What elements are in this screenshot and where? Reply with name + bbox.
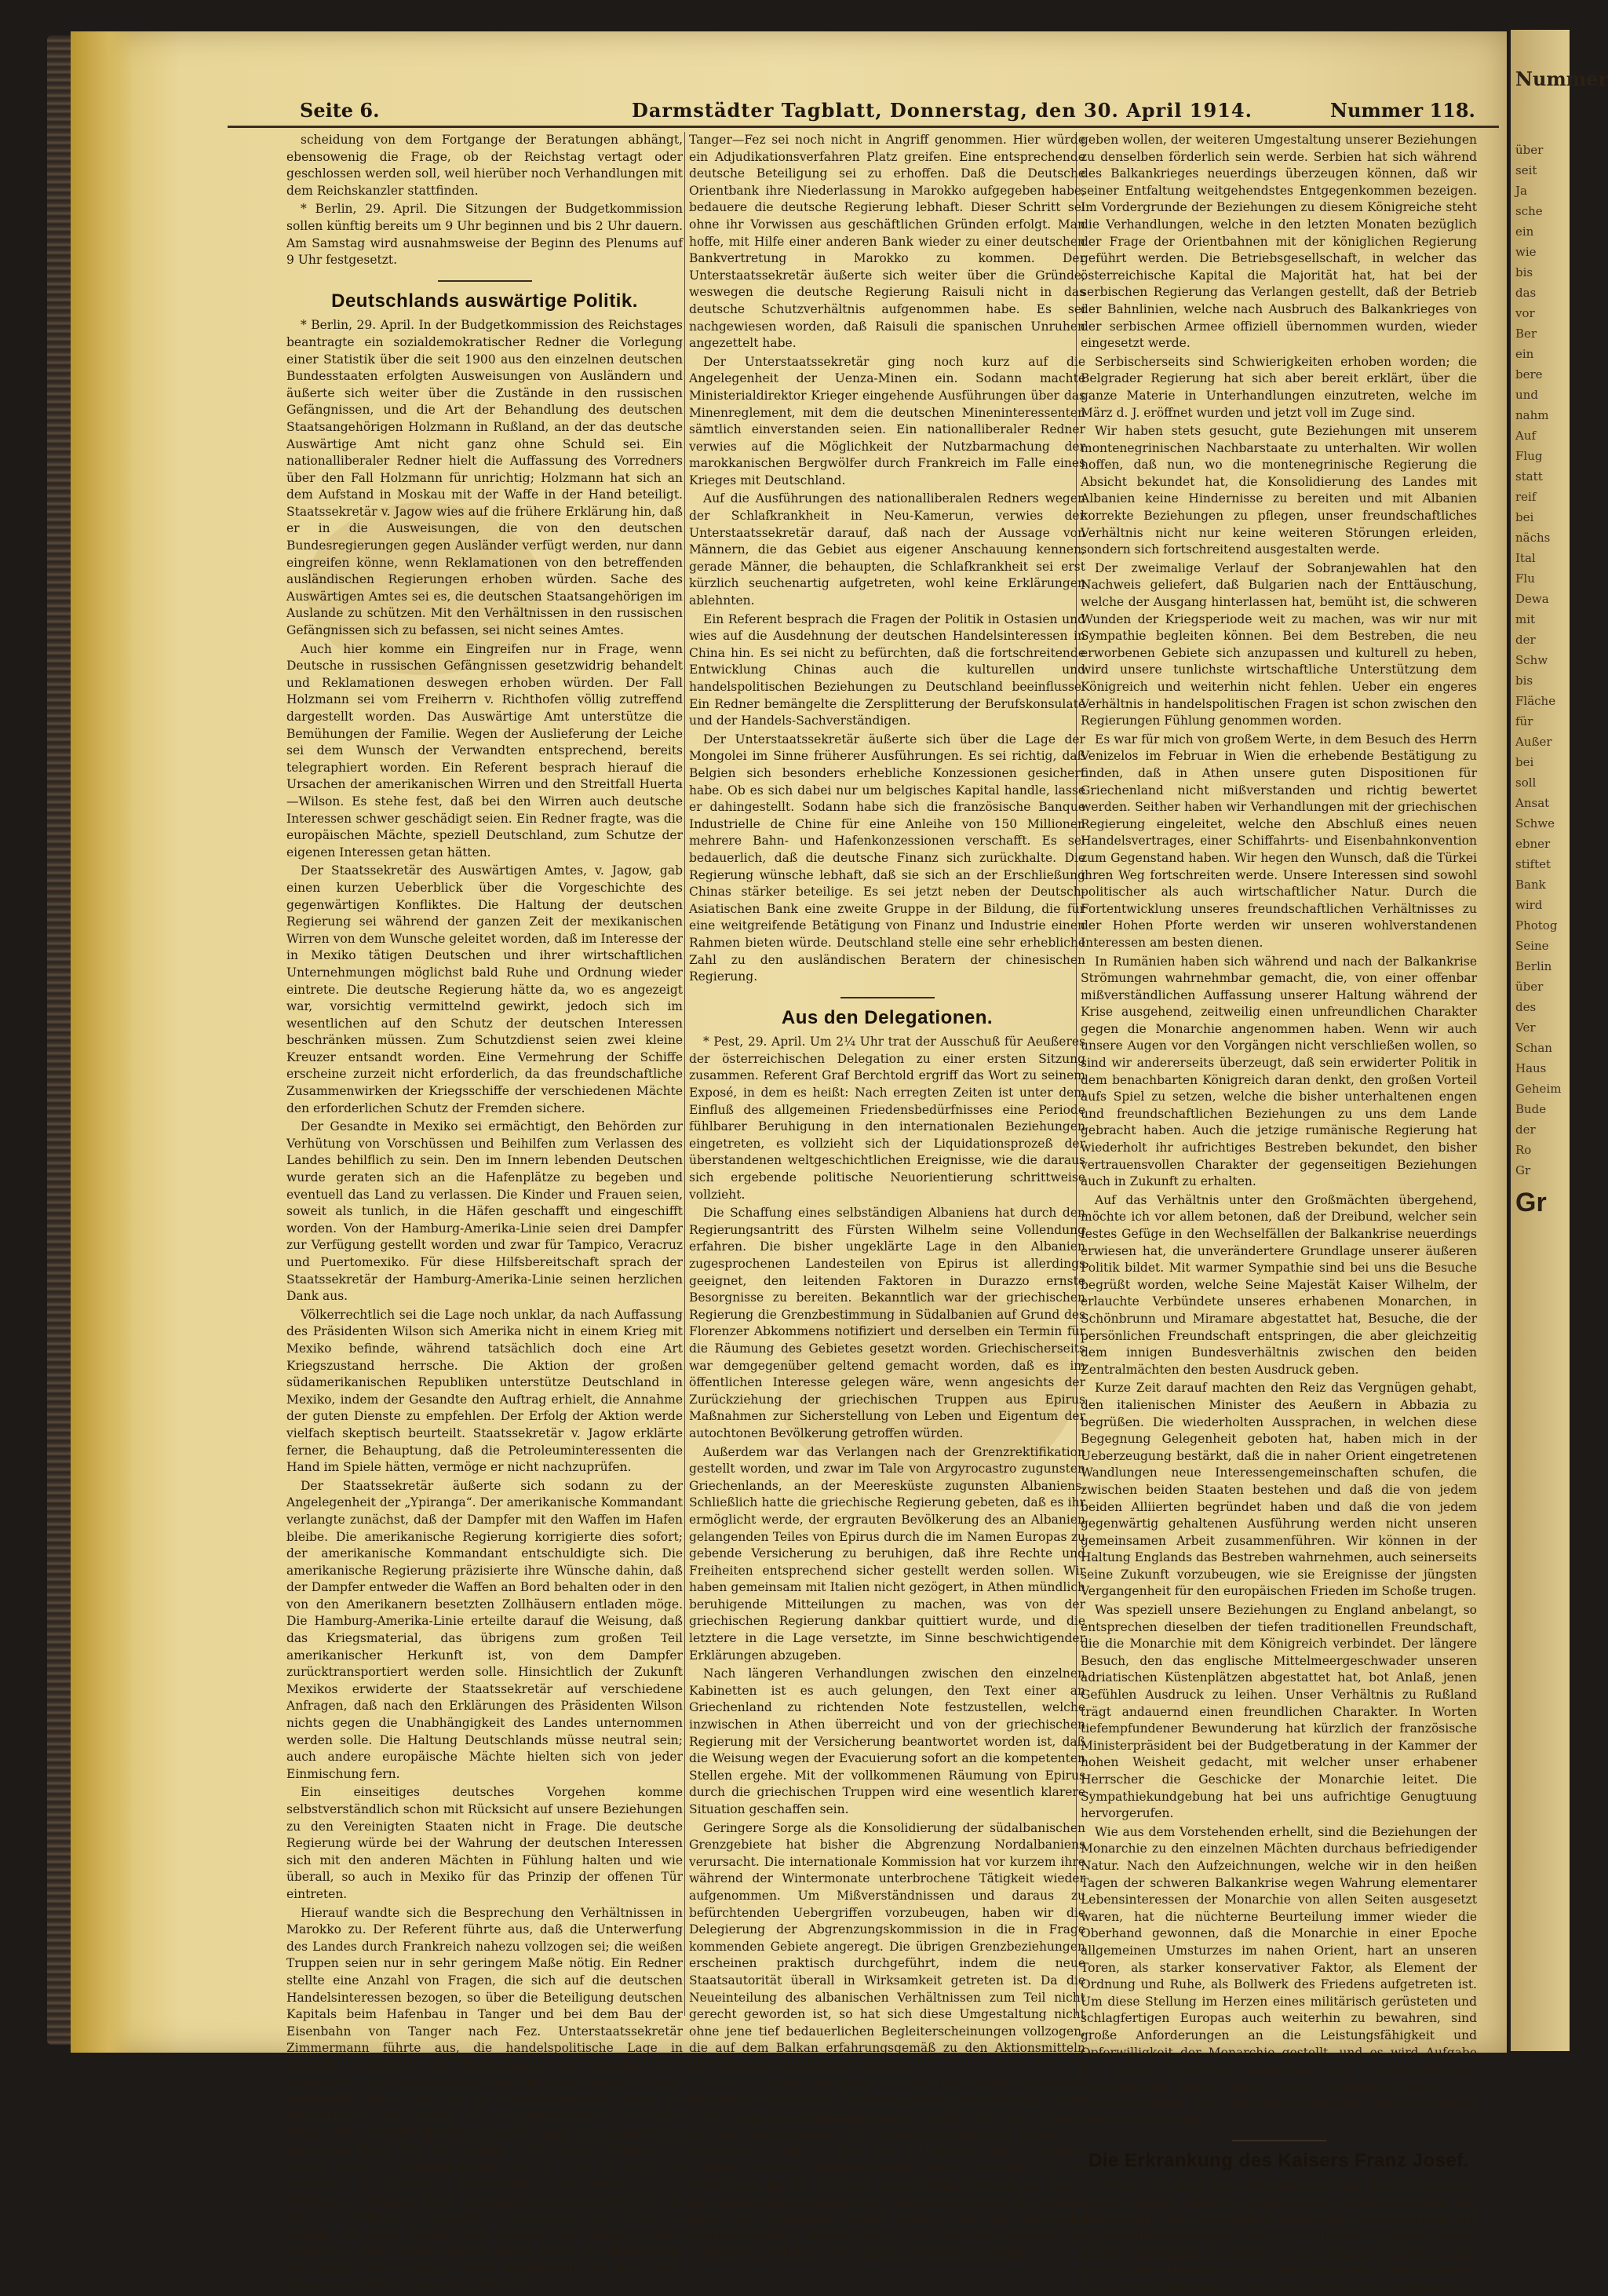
adjacent-text-fragment: Photog bbox=[1515, 918, 1558, 933]
article-paragraph: Tanger—Fez sei noch nicht in Angriff genommen. Hier würde ein Adjudikationsverfahren Platz greifen. Eine entsprechende deutsche Beteiligung sei zu erhoffen. Daß die Deutsche Orientbank ihre Niederlassung in Marokko aufgegeben habe, bedauere die deutsche Regierung lebhaft. Dieser Schritt sei ohne ihr Vorwissen aus geschäftlichen Gründen erfolgt. Man hoffe, mit Hilfe einer anderen Bank wieder zu einer deutschen Bankvertretung in Marokko zu kommen. Der Unterstaatssekretär äußerte sich weiter über die Gründe, weswegen die deutsche Regierung Raisuli nicht in das deutsche Schutzverhältnis aufgenommen habe. Es sei nachgewiesen worden, daß Raisuli die spanischen Unruhen angezettelt habe. bbox=[689, 133, 1085, 351]
adjacent-text-fragment: Geheim bbox=[1515, 1082, 1562, 1096]
section-rule bbox=[438, 280, 532, 282]
article-paragraph: Es war für mich von großem Werte, in dem Besuch des Herrn Venizelos im Februar in Wien die erhebende Bestätigung zu finden, daß in Athen unsere guten Dispositionen für Griechenland nicht mißverstanden und richtig bewertet werden. Seither haben wir Verhandlungen mit der griechischen Regierung eingeleitet, welche den Abschluß eines neuen Handelsvertrages, einer Schiffahrts- und Eisenbahnkonvention zum Gegenstand haben. Wir hegen den Wunsch, daß die Türkei ihren Weg fortschreiten werde. Unsere Interessen sind sowohl politischer als auch wirtschaftlicher Natur. Durch die Fortentwicklung unseres freundschaftlichen Verhältnisses zu der Hohen Pforte werden wir unseren wohlverstandenen Interessen am besten dienen. bbox=[1081, 732, 1477, 950]
adjacent-text-fragment: statt bbox=[1515, 469, 1543, 484]
article-paragraph: Wir haben stets gesucht, gute Beziehungen mit unserem montenegrinischen Nachbarstaate zu unterhalten. Wir wollen hoffen, daß nun, wo die montenegrinische Regierung die Absicht bekundet hat, die Konsolidierung des Landes mit Albanien keine Hindernisse zu bereiten und mit Albanien korrekte Beziehungen zu pflegen, unser freundschaftliches Verhältnis nicht nur keine weiteren Störungen erleiden, sondern sich fortschreitend ausgestalten werde. bbox=[1081, 424, 1477, 557]
adjacent-text-fragment: Ber bbox=[1515, 327, 1537, 341]
article-paragraph: Der Unterstaatssekretär ging noch kurz auf die Angelegenheit der Uenza-Minen ein. Sodann machte Ministerialdirektor Krieger eingehende Ausführungen über das Minenreglement, mit dem die deutschen Mineninteressenten sämtlich einverstanden seien. Ein nationalliberaler Redner verwies auf die Möglichkeit der Nutzbarmachung der marokkanischen Bergwölfer durch Frankreich im Falle eines Krieges mit Deutschland. bbox=[689, 354, 1085, 487]
adjacent-text-fragment: Flu bbox=[1515, 571, 1535, 586]
adjacent-page-header: Nummer bbox=[1515, 68, 1608, 90]
section-rule bbox=[840, 997, 935, 998]
article-paragraph: Der Staatssekretär des Auswärtigen Amtes, v. Jagow, gab einen kurzen Ueberblick über die Vorgeschichte des gegenwärtigen Konfliktes. Die Haltung der deutschen Regierung sei während der ganzen Zeit der mexikanischen Wirren von dem Wunsche geleitet worden, daß im Interesse der in Mexiko tätigen Deutschen und ihrer wirtschaftlichen Unternehmungen möglichst bald Ruhe und Ordnung wieder eintrete. Die deutsche Regierung hätte da, wo es angezeigt war, vorsichtig vermittelnd gewirkt, jedoch sich im wesentlichen auf den Schutz der deutschen Interessen beschränken müssen. Zum Schutzdienst seien zwei kleine Kreuzer entsandt worden. Eine Vermehrung der Schiffe erscheine zurzeit nicht erforderlich, da das freundschaftliche Zusammenwirken der Kriegsschiffe der verschiedenen Mächte den erforderlichen Schutz der Fremden sichere. bbox=[286, 863, 683, 1115]
adjacent-text-fragment: Dewa bbox=[1515, 592, 1549, 606]
article-headline: Die Erkrankung des Kaisers Franz Josef. bbox=[1088, 2150, 1469, 2172]
adjacent-text-fragment: Ro bbox=[1515, 1143, 1532, 1157]
adjacent-text-fragment: des bbox=[1515, 1000, 1537, 1014]
article-paragraph: Der Unterstaatssekretär äußerte sich über die Lage der Mongolei im Sinne früherer Ausführungen. Es sei richtig, daß Belgien sich besonders erhebliche Konzessionen gesichert habe. Ob es sich dabei nur um belgisches Kapital handle, lasse er dahingestellt. Sodann habe sich die französische Banque Industrielle de Chine für eine Anleihe von 150 Millionen mehrere Bahn- und Hafenkonzessionen verschafft. Es sei bedauerlich, daß die deutsche Finanz sich zurückhalte. Die Regierung wünsche lebhaft, daß sie sich an der Erschließung Chinas stärker beteilige. Es sei jetzt neben der Deutsch-Asiatischen Bank eine zweite Gruppe in der Bildung, die für eine weitgreifende Betätigung von Finanz und Industrie einen Rahmen bieten würde. Deutschland stelle eine sehr erhebliche Zahl zu den ausländischen Beratern der chinesischen Regierung. bbox=[689, 732, 1085, 984]
adjacent-text-fragment: das bbox=[1515, 286, 1537, 300]
article-paragraph: Es ist zu hoffen, daß dieser mit ethischen Grundsätzen eines modernen Staatswesens unvereinbare Weg des Vorgehens nicht in die neue Aera hinübergenommen werde. Bei der Londoner Reunion beschlossene Ministerialentschließungen haben als normierend gedient. Was die Verhältnisse der einzelnen Staaten der Balkanhalbinsel betrifft, sind wir von dem größten Wohlwollen für die freie und selbständige Entwicklung dieser uns unmittelbar benachbarten Staatswesen beseelt und gewillt, ihnen die Schaffung Raum geben, daß die friedliche Regierungsarbeit, welcher sie sich nun nach den blutigen und verlustreichen Kriege der jüngsten Vergangenheit hin- bbox=[689, 2076, 1085, 2261]
article-headline: Aus den Delegationen. bbox=[781, 1006, 994, 1028]
adjacent-text-fragment: Berlin bbox=[1515, 959, 1552, 973]
adjacent-text-fragment: ein bbox=[1515, 347, 1534, 361]
adjacent-text-fragment: Auf bbox=[1515, 429, 1537, 443]
adjacent-text-fragment: ebner bbox=[1515, 837, 1551, 851]
article-paragraph: Ein einseitiges deutsches Vorgehen komme selbstverständlich schon mit Rücksicht auf unsere Beziehungen zu den Vereinigten Staaten nicht in Frage. Die deutsche Regierung würde bei der Wahrung der deutschen Interessen sich mit den anderen Mächten in Fühlung halten und wie überall, so auch in Mexiko für das Prinzip der offenen Tür eintreten. bbox=[286, 1785, 683, 1901]
article-paragraph: Die Schaffung eines selbständigen Albaniens hat durch den Regierungsantritt des Fürsten Wilhelm seine Vollendung erfahren. Die bisher ungeklärte Lage in den Albanien zugesprochenen Landesteilen von Epirus ist allerdings geeignet, den leitenden Faktoren in Durazzo ernste Besorgnisse zu bereiten. Bekanntlich war der griechischen Regierung die Grenzbestimmung in Südalbanien auf Grund des Florenzer Abkommens notifiziert und derselben ein Termin für die Räumung des Gebietes gesetzt worden. Griechischerseits war demgegenüber geltend gemacht worden, daß es im öffentlichen Interesse gelegen wäre, wenn angesichts der Zurückziehung der griechischen Truppen aus Epirus Maßnahmen zur Sicherstellung von Leben und Eigentum der autochtonen Bevölkerung getroffen würden. bbox=[689, 1206, 1085, 1440]
issue-number: Nummer 118. bbox=[1330, 99, 1475, 122]
adjacent-text-fragment: sche bbox=[1515, 204, 1543, 218]
adjacent-text-fragment: Fläche bbox=[1515, 694, 1556, 708]
adjacent-text-fragment: reif bbox=[1515, 490, 1537, 504]
adjacent-text-fragment: wird bbox=[1515, 898, 1543, 912]
article-paragraph: * Berlin, 29. April. In der Budgetkommission des Reichstages beantragte ein sozialdemokratischer Redner die Vorlegung einer Statistik über die seit 1900 aus den einzelnen deutschen Bundesstaaten erfolgten Ausweisungen von Ausländern und äußerte sich weiter über die Zustände in den russischen Gefängnissen, und die Art der Behandlung des deutschen Staatsangehörigen Holzmann in Rußland, an der das deutsche Auswärtige Amt nicht ganz ohne Schuld sei. Ein nationalliberaler Redner hielt die Auffassung des Vorredners über den Fall Holzmann für unrichtig; Holzmann hat sich an dem Aufstand in Moskau mit der Waffe in der Hand beteiligt. Staatssekretär v. Jagow wies auf die frühere Erklärung hin, daß er in die Ausweisungen, die von den deutschen Bundesregierungen gegen Ausländer verfügt werden, nur dann eingreifen könne, wenn Reklamationen von den betreffenden ausländischen Regierungen erhoben würden. Sache des Auswärtigen Amtes sei es, die deutschen Staatsangehörigen im Auslande zu schützen. Mit den Verhältnissen in den russischen Gefängnissen sich zu befassen, sei nicht seines Amtes. bbox=[286, 318, 683, 638]
article-paragraph: Außerdem war das Verlangen nach der Grenzrektifikation gestellt worden, und zwar im Tale von Argyrocastro zugunsten Griechenlands, an der Meeresküste zugunsten Albaniens. Schließlich hatte die griechische Regierung gebeten, daß es ihr ermöglicht werde, der ergrauten Bevölkerung des an Albanien gelangenden Teiles von Epirus durch die im Namen Europas zu gebende Versicherung zu beruhigen, daß ihre Rechte und Freiheiten entsprechend sicher gestellt werden sollen. Wir haben gemeinsam mit Italien nicht gezögert, in Athen mündlich beruhigende Mitteilungen zu machen, was von der griechischen Regierung dankbar quittiert wurde, und die letztere in die Lage versetzte, im Sinne beschwichtigender Erklärungen abzugeben. bbox=[689, 1444, 1085, 1663]
adjacent-text-fragment: für bbox=[1515, 714, 1533, 728]
article-column-2 bbox=[689, 132, 1085, 2261]
article-paragraph: Serbischerseits sind Schwierigkeiten erhoben worden; die Belgrader Regierung hat sich aber bereit erklärt, über die ganze Materie in Unterhandlungen einzutreten, welche im März d. J. eröffnet wurden und jetzt voll im Zuge sind. bbox=[1081, 354, 1477, 420]
article-paragraph: * Pest, 29. April. Um 2¼ Uhr trat der Ausschuß für Aeußeres der österreichischen Delegation zu einer ersten Sitzung zusammen. Referent Graf Berchtold ergriff das Wort zu seinem Exposé, in dem es heißt: Nach erregten Zeiten ist unter dem Einfluß des allgemeinen Friedensbedürfnisses eine Periode fühlbarer Beruhigung in den internationalen Beziehungen eingetreten, es vollzieht sich der Liquidationsprozeß der überstandenen weltgeschichtlichen Ereignisse, wie die daraus sich ergebende politische Neuorientierung schrittweise vollzieht. bbox=[689, 1035, 1085, 1202]
page-number: Seite 6. bbox=[300, 99, 380, 122]
adjacent-text-fragment: der bbox=[1515, 1122, 1536, 1137]
article-paragraph: * Berlin, 29. April. Die Sitzungen der Budgetkommission sollen künftig bereits um 9 Uhr beginnen und bis 2 Uhr dauern. Am Samstag wird ausnahmsweise der Beginn des Plenums auf 9 Uhr festgesetzt. bbox=[286, 202, 683, 268]
article-paragraph: * Wien, 28. April. Dem Abendbericht über das Befinden des Kaisers zufolge, sind die Symptome des rechten Rasselns fast unverändert. Die Herztätigkeit ist kräftig. Der Appetit und das Allgemeinbefinden lassen nichts zu wünschen übrig. Der Kaiser brachte dreiviertel Stunden auf der kleinen Galerie zu und empfing den Erzherzog Franz Ferdinand, den Oberhofmeister Fürsten von Montenuovo und seine beiden Generaladjutanten. bbox=[1081, 2178, 1477, 2294]
adjacent-text-fragment: Haus bbox=[1515, 1061, 1547, 1075]
article-paragraph: Nach längeren Verhandlungen zwischen den einzelnen Kabinetten ist es auch gelungen, den Text einer an Griechenland zu richtenden Note festzustellen, welche inzwischen in Athen überreicht und von der griechischen Regierung mit der Versicherung beantwortet worden ist, daß die Weisung wegen der Evacuierung sofort an die kompetenten Stellen ergehe. Mit der vollkommenen Räumung von Epirus durch die griechischen Truppen wird eine wesentlich klarere Situation geschaffen sein. bbox=[689, 1666, 1085, 1816]
adjacent-text-fragment: bere bbox=[1515, 367, 1543, 381]
adjacent-text-fragment: Bude bbox=[1515, 1102, 1547, 1116]
adjacent-text-fragment: über bbox=[1515, 143, 1544, 157]
adjacent-page-heading: Gr bbox=[1515, 1188, 1547, 1217]
adjacent-text-fragment: Bank bbox=[1515, 878, 1546, 892]
adjacent-text-fragment: ein bbox=[1515, 224, 1534, 239]
adjacent-text-fragment: Flug bbox=[1515, 449, 1543, 463]
adjacent-text-fragment: Ver bbox=[1515, 1020, 1536, 1035]
article-paragraph: Hierauf wandte sich die Besprechung den Verhältnissen in Marokko zu. Der Referent führte aus, daß die Unterwerfung des Landes durch Frankreich nahezu vollzogen sei; die weißen Truppen seien nur in sehr geringem Maße nötig. Ein Redner stellte eine Anzahl von Fragen, die sich auf die deutschen Handelsinteressen bezogen, so über die Beteiligung deutschen Kapitals beim Hafenbau in Tanger und bei dem Bau der Eisenbahn von Tanger nach Fez. Unterstaatssekretär Zimmermann führte aus, die handelspolitische Lage in Marokko entwickle sich befriedigend. Die Annahme des Referenten, daß Frankreich die Ruhe im Lande bereits so weit hergestellt habe, daß es als Protektionsmacht über die Marokkaner zum Zwecke der Truppenaushebung verfügen könne, teile er nicht. Im Süden lasse die Lage noch manches zu wünschen übrig. Für die baldige Oeffnung des Hafens von Agadir trete die deutsche Regierung ein, doch sei nach den amtlichen französischen Mitteilungen noch nicht an die Oeffnung zu denken, da die Unsicherheit noch zu groß sei, und die zur Verfügung stehenden Truppenmacht im Süden zu gering. An dem Ausbau des Hafens von Tanger werde gearbeitet. Eine Reihe anderer Häfen harre der Erledigung. Der Hafen von Larrasch werde bekanntlich von der Firma Saager und Wörner ausgebaut. Die Bahn bbox=[286, 1905, 683, 2293]
adjacent-text-fragment: nahm bbox=[1515, 408, 1549, 422]
adjacent-text-fragment: Außer bbox=[1515, 735, 1552, 749]
adjacent-text-fragment: und bbox=[1515, 388, 1538, 402]
section-rule bbox=[1232, 2140, 1326, 2141]
adjacent-text-fragment: bis bbox=[1515, 265, 1533, 279]
article-headline: Deutschlands auswärtige Politik. bbox=[331, 290, 638, 312]
article-paragraph: Der Gesandte in Mexiko sei ermächtigt, den Behörden zur Verhütung von Vorschüssen und Beihilfen zum Verlassen des Landes behilflich zu sein. Den im Innern lebenden Deutschen wurde geraten sich an die Hafenplätze zu begeben und eventuell das Land zu verlassen. Die Kinder und Frauen seien, soweit als tunlich, in die Häfen geschafft und eingeschifft worden. Von der Hamburg-Amerika-Linie seien drei Dampfer zur Verfügung gestellt worden und zwar für Tampico, Veracruz und Puertomexiko. Für diese Hilfsbereitschaft sprach der Staatssekretär der Hamburg-Amerika-Linie seinen herzlichen Dank aus. bbox=[286, 1119, 683, 1304]
article-paragraph: Der Staatssekretär äußerte sich sodann zu der Angelegenheit der „Ypiranga“. Der amerikanische Kommandant verlangte zunächst, daß der Dampfer mit den Waffen im Hafen bleibe. Die amerikanische Regierung korrigierte dies sofort; der amerikanische Kommandant entschuldigte sich. Die amerikanische Regierung präzisierte ihre Wünsche dahin, daß der Dampfer entweder die Waffen an Bord behalten oder in den von den Amerikanern besetzten Zollhäusern entladen möge. Die Hamburg-Amerika-Linie erteilte darauf die Weisung, daß das Kriegsmaterial, das übrigens zum großen Teil amerikanischer Herkunft ist, von dem Dampfer zurücktransportiert werden solle. Hinsichtlich der Zukunft Mexikos erwiderte der Staatssekretär auf verschiedene Anfragen, daß nach den Erklärungen des Präsidenten Wilson nichts gegen die Unabhängigkeit des Landes unternommen werden solle. Die Haltung Deutschlands müsse neutral sein; auch andere europäische Mächte hielten sich von jeder Einmischung fern. bbox=[286, 1478, 683, 1781]
article-paragraph: Der zweimalige Verlauf der Sobranjewahlen hat den Nachweis geliefert, daß Bulgarien nach der Enttäuschung, welche der Ausgang hinterlassen hat, bemüht ist, die schweren Wunden der Kriegsperiode weit zu machen, was wir nur mit Sympathie begleiten können. Bei dem Bestreben, die neu erworbenen Gebiete sich anzupassen und kulturell zu heben, wird unsere tunlichste wirtschaftliche Unterstützung dem Königreich und weiterhin nicht fehlen. Ueber ein engeres Verhältnis in handelspolitischen Fragen ist schon zwischen den Regierungen Fühlung genommen worden. bbox=[1081, 560, 1477, 728]
article-paragraph: Geringere Sorge als die Konsolidierung der südalbanischen Grenzgebiete hat bisher die Abgrenzung Nordalbaniens verursacht. Die internationale Kommission hat vor kurzem ihre während der Wintermonate unterbrochene Tätigkeit wieder aufgenommen. Um Mißverständnissen und daraus zu befürchtenden Uebergriffen vorzubeugen, haben wir die Delegierung der Abgrenzungskommission in die in Frage kommenden Gebiete angeregt. Die übrigen Grenzbeziehungen erscheinen praktisch durchgeführt, indem die neue Staatsautorität überall in Wirksamkeit getreten ist. Da die Neueinteilung des albanischen Verhältnissen zum Teil nicht gerecht geworden ist, so hat sich diese Umgestaltung nicht ohne jene tief bedauerlichen Begleiterscheinungen vollzogen, die auf dem Balkan erfahrungsgemäß zu den Aktionsmitteln der nationalen Propaganda gehören. bbox=[689, 1820, 1085, 2072]
page-gutter bbox=[71, 31, 133, 2053]
adjacent-text-fragment: Ja bbox=[1515, 184, 1527, 198]
adjacent-page-text bbox=[1515, 140, 1570, 1181]
article-paragraph: Kurze Zeit darauf machten den Reiz das Vergnügen gehabt, den italienischen Minister des Aeußern in Abbazia zu begrüßen. Die wiederholten Aussprachen, in welchen diese Begegnung Gelegenheit geboten hat, haben mich in der Ueberzeugung bestärkt, daß die in naher Orient eingetretenen Wandlungen neue Interessengemeinschaften schufen, die zwischen beiden Staaten bestehen und daß die von jedem beiden Alliierten begründet haben und daß die von jedem gegenwärtig gehaltenen Ausführung werden nicht unseren gemeinsamen Arbeit zusammenführen. Wir können in der Haltung Englands das Bestreben wahrnehmen, auch seinerseits seine Zukunft vorzubeugen, wie sie Ereignisse der jüngsten Vergangenheit für den europäischen Frieden im Schoße trugen. bbox=[1081, 1381, 1477, 1599]
adjacent-text-fragment: bei bbox=[1515, 510, 1534, 524]
adjacent-text-fragment: vor bbox=[1515, 306, 1535, 320]
adjacent-text-fragment: Gr bbox=[1515, 1163, 1531, 1177]
article-column-3 bbox=[1081, 132, 1477, 2294]
adjacent-text-fragment: bei bbox=[1515, 755, 1534, 769]
article-paragraph: scheidung von dem Fortgange der Beratungen abhängt, ebensowenig die Frage, ob der Reichstag vertagt oder geschlossen werden soll, weil hierüber noch Verhandlungen mit dem Reichskanzler stattfinden. bbox=[286, 133, 683, 198]
adjacent-page-edge bbox=[1511, 30, 1608, 2051]
page-header bbox=[228, 94, 1499, 128]
adjacent-text-fragment: Ansat bbox=[1515, 796, 1550, 810]
article-paragraph: Auch hier komme ein Eingreifen nur in Frage, wenn Deutsche in russischen Gefängnissen gesetzwidrig behandelt und Reklamationen deswegen erhoben würden. Der Fall Holzmann sei vom Freiherrn v. Richthofen völlig zutreffend dargestellt worden. Das Auswärtige Amt unterstütze die Bemühungen der Familie. Wegen der Auslieferung der Leiche sei dem Wunsch der Verwandten entsprechend, bereits telegraphiert worden. Ein Referent besprach hierauf die Ursachen der amerikanischen Wirren und den Streitfall Huerta—Wilson. Es stehe fest, daß bei den Wirren auch deutsche Interessen schwer geschädigt seien. Ein Redner fragte, was die europäischen Mächte, speziell Deutschland, zum Schutze der eigenen Interessen getan hätten. bbox=[286, 641, 683, 860]
article-paragraph: Auf die Ausführungen des nationalliberalen Redners wegen der Schlafkrankheit in Neu-Kamerun, verwies der Unterstaatssekretär darauf, daß nach der Aussage von Männern, die das Gebiet aus eigener Anschauung kennen, gerade Männer, die behaupten, die Schlafkrankheit sei erst kürzlich seuchenartig aufgetreten, wohl keine Erklärungen ablehnten. bbox=[689, 491, 1085, 608]
adjacent-text-fragment: seit bbox=[1515, 163, 1537, 177]
article-paragraph: geben wollen, der weiteren Umgestaltung unserer Beziehungen zu denselben förderlich sein werde. Serbien hat sich während des Balkankrieges neuerdings überzeugen können, daß wir seiner Entfaltung weitgehendstes Entgegenkommen bezeigen. Im Vordergrunde der Beziehungen zu diesem Königreiche steht die Verhandlungen, welche in den letzten Monaten bezüglich der Frage der Orientbahnen mit der königlichen Regierung geführt werden. Die Betriebsgesellschaft, in welcher das österreichische Kapital die Majorität hat, hat bei der serbischen Regierung das Verlangen gestellt, daß der Betrieb der Bahnlinien, welche nach Ausbruch des Balkankrieges von der serbischen Armee offiziell übernommen wurden, wieder eingesetzt werde. bbox=[1081, 133, 1477, 351]
article-paragraph: Völkerrechtlich sei die Lage noch unklar, da nach Auffassung des Präsidenten Wilson sich Amerika nicht in einem Krieg mit Mexiko befinde, während tatsächlich doch eine Art Kriegszustand herrsche. Die Aktion der großen südamerikanischen Republiken unterstütze Deutschland in Mexiko, indem der Gesandte den Auftrag erhielt, die Annahme der guten Dienste zu empfehlen. Der Erfolg der Aktion werde vielfach skeptisch beurteilt. Staatssekretär v. Jagow erklärte ferner, die Behauptung, daß die Petroleuminteressenten die Hand im Spiele hätten, vermöge er nicht nachzuprüfen. bbox=[286, 1307, 683, 1475]
article-paragraph: Ein Referent besprach die Fragen der Politik in Ostasien und wies auf die Ausdehnung der deutschen Handelsinteressen in China hin. Es sei nicht zu befürchten, daß die fortschreitende Entwicklung Chinas auch die kulturellen und handelspolitischen Beziehungen zu Deutschland beeinflusse. Ein Redner bemängelte die Zersplitterung der Berufskonsulate und der Handels-Sachverständigen. bbox=[689, 611, 1085, 728]
adjacent-text-fragment: Schan bbox=[1515, 1041, 1552, 1055]
column-rule bbox=[684, 132, 685, 2016]
article-paragraph: In Rumänien haben sich während und nach der Balkankrise Strömungen wahrnehmbar gemacht, die, von einer offenbar mißverständlichen Auffassung unserer Haltung während der Krise ausgehend, zeitweilig einen unfreundlichen Charakter gegen die Monarchie angenommen haben. Wenn wir auch unsere Augen vor den Vorgängen nicht verschließen wollen, so sind wir andererseits überzeugt, daß sein erwiderter Politik in dem benachbarten Königreich daran denkt, den großen Vorteil aufs Spiel zu setzen, welche die bisher unterhaltenen engen und freundschaftlichen Beziehungen zu uns dem Lande gebracht haben. Auch die jetzige rumänische Regierung hat wiederholt ihr aufrichtiges Bestreben bekundet, den bisher vertrauensvollen Charakter der gegenseitigen Beziehungen auch in Zukunft zu erhalten. bbox=[1081, 954, 1477, 1189]
adjacent-text-fragment: über bbox=[1515, 980, 1544, 994]
article-column-1 bbox=[286, 132, 683, 2293]
adjacent-text-fragment: wie bbox=[1515, 245, 1537, 259]
adjacent-text-fragment: Schwe bbox=[1515, 816, 1555, 830]
adjacent-text-fragment: mit bbox=[1515, 612, 1536, 626]
adjacent-text-fragment: Seine bbox=[1515, 939, 1549, 953]
adjacent-text-fragment: bis bbox=[1515, 673, 1533, 688]
adjacent-text-fragment: stiftet bbox=[1515, 857, 1551, 871]
adjacent-text-fragment: nächs bbox=[1515, 531, 1551, 545]
article-paragraph: Auf das Verhältnis unter den Großmächten übergehend, möchte ich vor allem betonen, daß der Dreibund, welcher sein festes Gefüge in den Wechselfällen der Balkankrise neuerdings erwiesen hat, die unverändertere Grundlage unserer äußeren Politik bildet. Mit warmer Sympathie sind bei uns die Besuche begrüßt worden, welche Seine Majestät Kaiser Wilhelm, der erlauchte Verbündete unseres erhabenen Monarchen, in Schönbrunn und Miramare abgestattet hat, Besuche, die der persönlichen Freundschaft entspringen, die aber gleichzeitig dem innigen Bundesverhältnis zwischen den beiden Zentralmächten den besten Ausdruck geben. bbox=[1081, 1192, 1477, 1377]
adjacent-text-fragment: Ital bbox=[1515, 551, 1536, 565]
article-paragraph: Was speziell unsere Beziehungen zu England anbelangt, so entsprechen dieselben der tiefen traditionellen Freundschaft, die die Monarchie mit dem Königreich verbindet. Der längere Besuch, den das englische Mittelmeergeschwader unseren adriatischen Küstenplätzen abgestattet hat, bot Anlaß, jenen Gefühlen Ausdruck zu leihen. Unser Verhältnis zu Rußland trägt andauernd einen freundlichen Charakter. In Worten tiefempfundener Bewunderung hat kürzlich der französische Ministerpräsident bei der Budgetberatung in der Kammer der hohen Weisheit gedacht, mit welcher unser erhabener Herrscher die Geschicke der Monarchie leitet. Die Sympathiekundgebung hat bei uns aufrichtige Genugtuung hervorgerufen. bbox=[1081, 1603, 1477, 1821]
masthead-date: Darmstädter Tagblatt, Donnerstag, den 30. April 1914. bbox=[632, 99, 1252, 122]
adjacent-text-fragment: der bbox=[1515, 633, 1536, 647]
adjacent-text-fragment: Schw bbox=[1515, 653, 1548, 667]
adjacent-text-fragment: soll bbox=[1515, 776, 1537, 790]
article-paragraph: Wie aus dem Vorstehenden erhellt, sind die Beziehungen der Monarchie zu den einzelnen Mächten durchaus befriedigender Natur. Nach den Aufzeichnungen, welche wir in den heißen Tagen der schweren Balkankrise wegen Wahrung elementarer Lebensinteressen der Monarchie von allen Seiten ausgesetzt waren, hat die nüchterne Beurteilung immer wieder die Oberhand gewonnen, daß die Monarchie in einer Epoche allgemeinen Umsturzes im nahen Orient, hart an unseren Toren, als starker konservativer Faktor, als Element der Ordnung und Ruhe, als Bollwerk des Friedens aufgetreten ist. Um diese Stellung im Herzen eines militärisch gerüsteten und schlagfertigen Europas auch weiterhin zu bewahren, sind große Anforderungen an die Leistungsfähigkeit und Opferwilligkeit der Monarchie gestellt, und es wird Aufgabe der hiezu gebildeten staatlichen und gesellschaftlichen Faktoren sein, dieser Stellung durch verdoppelte Sorge für die Fortentwicklung aller volkswirtschaftlichen Voraussetzungen Rechnung zu tragen. bbox=[1081, 1824, 1477, 2127]
